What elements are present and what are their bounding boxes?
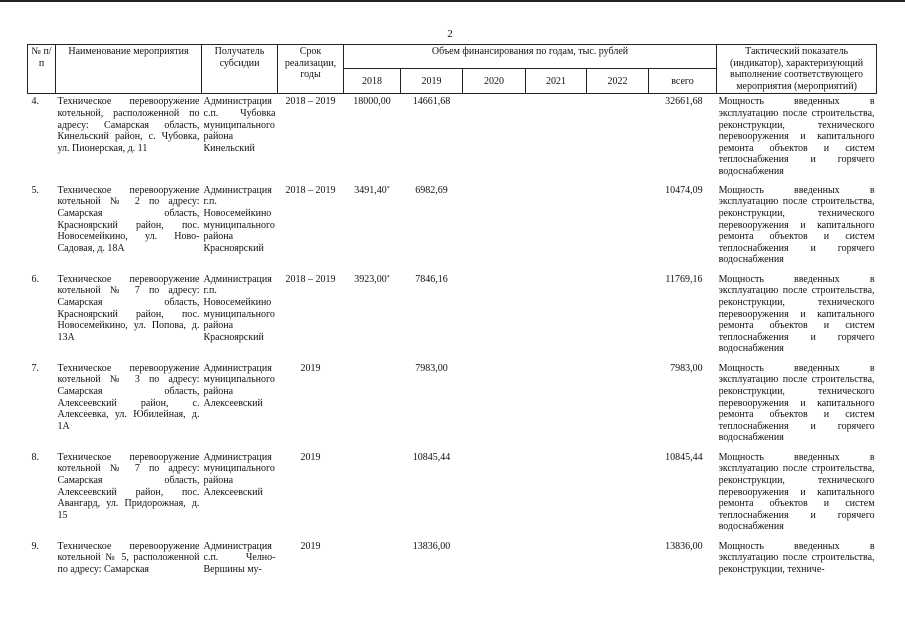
row-number: 7.: [31, 362, 39, 374]
header-funding: Объем финансирования по годам, тыс. рублей: [344, 45, 717, 69]
funding-total: 10474,09: [665, 184, 703, 196]
event-name: Техническое перевооружение котельной № 2 по адресу: Самарская область, Красноярский район, пос. Новосемейкино, ул. Ново-Садовая, д. 18А: [57, 184, 200, 254]
header-year-2022: 2022: [587, 69, 649, 94]
funding-2022: [587, 450, 649, 539]
funding-2019: 14661,68: [412, 96, 451, 108]
row-number: 6.: [31, 273, 39, 285]
header-recipient: Получатель субсидии: [202, 45, 278, 94]
funding-2018: [344, 361, 401, 450]
footnote-mark: *: [386, 274, 390, 281]
funding-2021: [526, 539, 587, 579]
event-name: Техническое перевооружение котельной № 3 по адресу: Самарская область, Алексеевский район, с. Алексеевка, ул. Юбилейная, д. 1А: [57, 362, 200, 432]
funding-2020: [463, 361, 526, 450]
table-body: [28, 94, 877, 579]
funding-2022: [587, 94, 649, 183]
tactical-indicator: Мощность введенных в эксплуатацию после строительства, реконструкции, технического перевооружения и капитального ремонта объектов и систем теплоснабжения и горячего водоснабжения: [718, 451, 875, 533]
table-row: [28, 272, 877, 361]
funding-2021: [526, 361, 587, 450]
funding-2018: [344, 539, 401, 579]
footnote-mark: *: [386, 185, 390, 192]
event-name: Техническое перевооружение котельной № 7 по адресу: Самарская область, Красноярский район, пос. Новосемейкино, ул. Попова, д. 13А: [57, 273, 200, 343]
table-row: [28, 361, 877, 450]
implementation-period: 2019: [300, 362, 321, 374]
table-row: [28, 539, 877, 579]
header-year-2019: 2019: [401, 69, 463, 94]
funding-2018: [344, 272, 401, 361]
funding-2021: [526, 450, 587, 539]
funding-2019: 13836,00: [412, 540, 451, 552]
event-name: Техническое перевооружение котельной № 5, расположенной по адресу: Самарская: [57, 540, 200, 576]
funding-2018: [344, 94, 401, 183]
subsidy-recipient: Администрация с.п. Чубовка муниципального района Кинельский: [203, 96, 276, 154]
event-name: Техническое перевооружение котельной, расположенной по адресу: Самарская область, Кинельский район, с. Чубовка, ул. Пионерская, д. 11: [57, 96, 200, 154]
header-total: всего: [649, 69, 717, 94]
funding-total: 32661,68: [665, 96, 703, 108]
table-row: [28, 450, 877, 539]
header-indicator: Тактический показатель (индикатор), характеризующий выполнение соответствующего мероприятия (мероприятий): [717, 45, 877, 94]
funding-2019: 7846,16: [415, 273, 448, 285]
row-number: 9.: [31, 540, 39, 552]
row-number: 5.: [31, 184, 39, 196]
funding-2022: [587, 183, 649, 272]
tactical-indicator: Мощность введенных в эксплуатацию после строительства, реконструкции, технического перевооружения и капитального ремонта объектов и систем теплоснабжения и горячего водоснабжения: [718, 362, 875, 444]
row-number: 8.: [31, 451, 39, 463]
funding-2018-value: 3923,00: [354, 273, 387, 285]
header-year-2021: 2021: [526, 69, 587, 94]
implementation-period: 2018 – 2019: [285, 184, 336, 196]
tactical-indicator: Мощность введенных в эксплуатацию после строительства, реконструкции, технического перевооружения и капитального ремонта объектов и систем теплоснабжения и горячего водоснабжения: [718, 96, 875, 177]
funding-2020: [463, 183, 526, 272]
table-row: [28, 94, 877, 183]
funding-2019: 7983,00: [415, 362, 448, 374]
subsidy-recipient: Администрация г.п. Новосемейкино муниципального района Красноярский: [203, 273, 275, 343]
implementation-period: 2019: [300, 540, 321, 552]
funding-2019: 10845,44: [412, 451, 451, 463]
funding-total: 11769,16: [665, 273, 703, 285]
subsidy-recipient: Администрация г.п. Новосемейкино муниципального района Красноярский: [203, 184, 275, 254]
subsidy-recipient: Администрация с.п. Челно-Вершины му-: [203, 540, 276, 576]
funding-2019: 6982,69: [415, 184, 448, 196]
header-num: № п/п: [28, 45, 56, 94]
row-number: 4.: [31, 96, 39, 108]
table-row: [28, 183, 877, 272]
subsidy-recipient: Администрация муниципального района Алексеевский: [203, 451, 275, 498]
funding-2022: [587, 272, 649, 361]
tactical-indicator: Мощность введенных в эксплуатацию после строительства, реконструкции, техниче-: [718, 540, 875, 576]
implementation-period: 2019: [300, 451, 321, 463]
header-name: Наименование мероприятия: [56, 45, 202, 94]
funding-total: 10845,44: [665, 451, 703, 463]
funding-2018: [344, 183, 401, 272]
funding-total: 13836,00: [665, 540, 703, 552]
funding-2022: [587, 539, 649, 579]
subsidy-recipient: Администрация муниципального района Алексеевский: [203, 362, 275, 409]
header-year-2018: 2018: [344, 69, 401, 94]
funding-2018-value: 3491,40: [354, 184, 387, 196]
funding-table: [27, 44, 877, 579]
page-number: 2: [447, 28, 453, 40]
tactical-indicator: Мощность введенных в эксплуатацию после строительства, реконструкции, технического перевооружения и капитального ремонта объектов и систем теплоснабжения и горячего водоснабжения: [718, 273, 875, 355]
implementation-period: 2018 – 2019: [285, 96, 336, 108]
funding-2020: [463, 94, 526, 183]
funding-2022: [587, 361, 649, 450]
funding-2020: [463, 450, 526, 539]
funding-2021: [526, 94, 587, 183]
header-year-2020: 2020: [463, 69, 526, 94]
header-period: Срок реализации, годы: [278, 45, 344, 94]
funding-2021: [526, 183, 587, 272]
table-header-row: [28, 45, 877, 69]
top-border-line: [0, 0, 905, 2]
funding-2018: [344, 450, 401, 539]
implementation-period: 2018 – 2019: [285, 273, 336, 285]
funding-2020: [463, 539, 526, 579]
funding-total: 7983,00: [670, 362, 703, 374]
tactical-indicator: Мощность введенных в эксплуатацию после строительства, реконструкции, технического перевооружения и капитального ремонта объектов и систем теплоснабжения и горячего водоснабжения: [718, 184, 875, 266]
funding-2021: [526, 272, 587, 361]
funding-2020: [463, 272, 526, 361]
funding-2018-value: 18000,00: [353, 96, 391, 108]
event-name: Техническое перевооружение котельной № 7 по адресу: Самарская область, Алексеевский район, пос. Авангард, ул. Придорожная, д. 15: [57, 451, 200, 521]
